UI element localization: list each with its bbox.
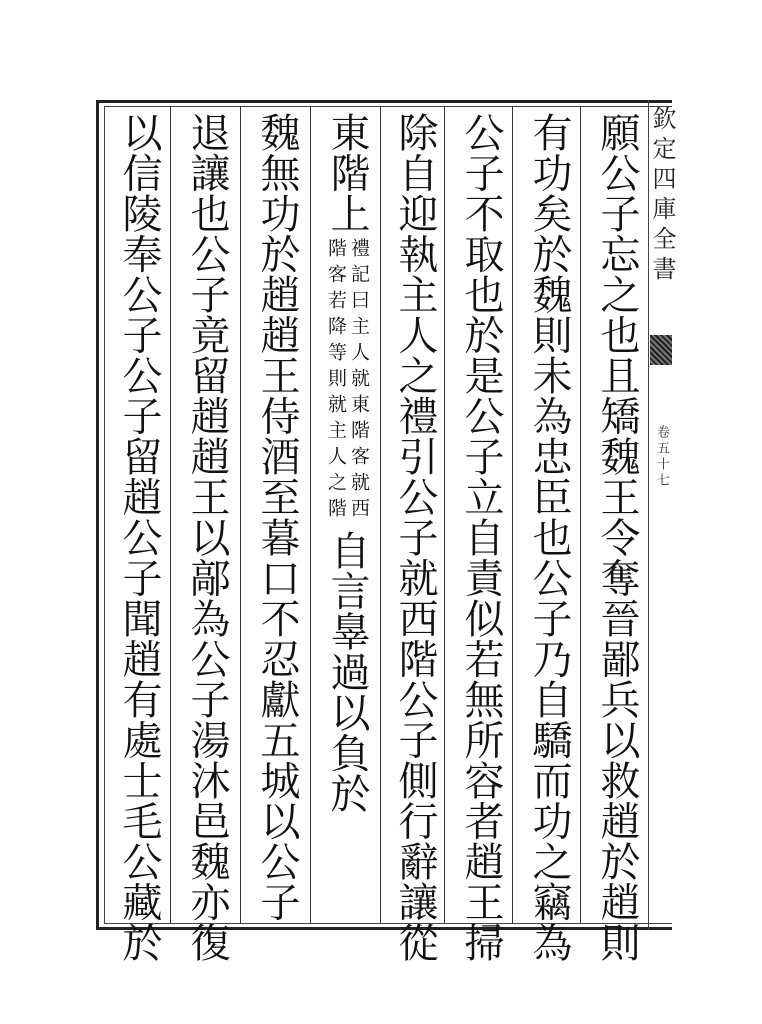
margin-fish-tail-mark <box>650 335 672 365</box>
column-text: 以信陵奉公子公子留趙公子聞趙有處士毛公藏於 <box>116 112 162 963</box>
column-rule <box>380 106 381 924</box>
column-text: 魏無功於趙趙王侍酒至暮口不忍獻五城以公子 <box>254 112 300 922</box>
text-column-6 <box>246 112 308 920</box>
annotation-line-left: 階客若降等則就主人之階 <box>325 237 347 524</box>
text-column-5 <box>316 112 378 920</box>
column-text-continued: 自言辠過以負於 <box>324 529 370 813</box>
column-rule <box>580 106 581 924</box>
interlinear-annotation <box>326 238 368 524</box>
text-column-7 <box>176 112 238 963</box>
column-rule <box>310 106 311 924</box>
annotation-line-right: 禮記曰主人就東階客就西 <box>348 237 370 524</box>
text-column-2 <box>518 112 580 963</box>
column-text: 公子不取也於是公子立自責似若無所容者趙王掃 <box>458 112 504 963</box>
text-column-4 <box>384 112 446 963</box>
column-text: 退讓也公子竟留趙趙王以鄗為公子湯沐邑魏亦復 <box>184 112 230 963</box>
column-text: 願公子忘之也且矯魏王令奪晉鄙兵以救趙於趙則 <box>594 112 640 963</box>
text-column-8 <box>108 112 170 963</box>
column-rule <box>240 106 241 924</box>
text-column-3 <box>450 112 512 963</box>
column-rule <box>170 106 171 924</box>
margin-book-title: 欽定四庫全書 <box>648 106 676 286</box>
column-text: 除自迎執主人之禮引公子就西階公子側行辭讓從 <box>392 112 438 963</box>
text-column-1 <box>586 112 648 963</box>
column-text: 東階上 <box>324 112 370 234</box>
margin-volume-number: 卷五十七 <box>654 425 669 489</box>
column-rule <box>512 106 513 924</box>
column-text: 有功矣於魏則未為忠臣也公子乃自驕而功之竊為 <box>526 112 572 963</box>
